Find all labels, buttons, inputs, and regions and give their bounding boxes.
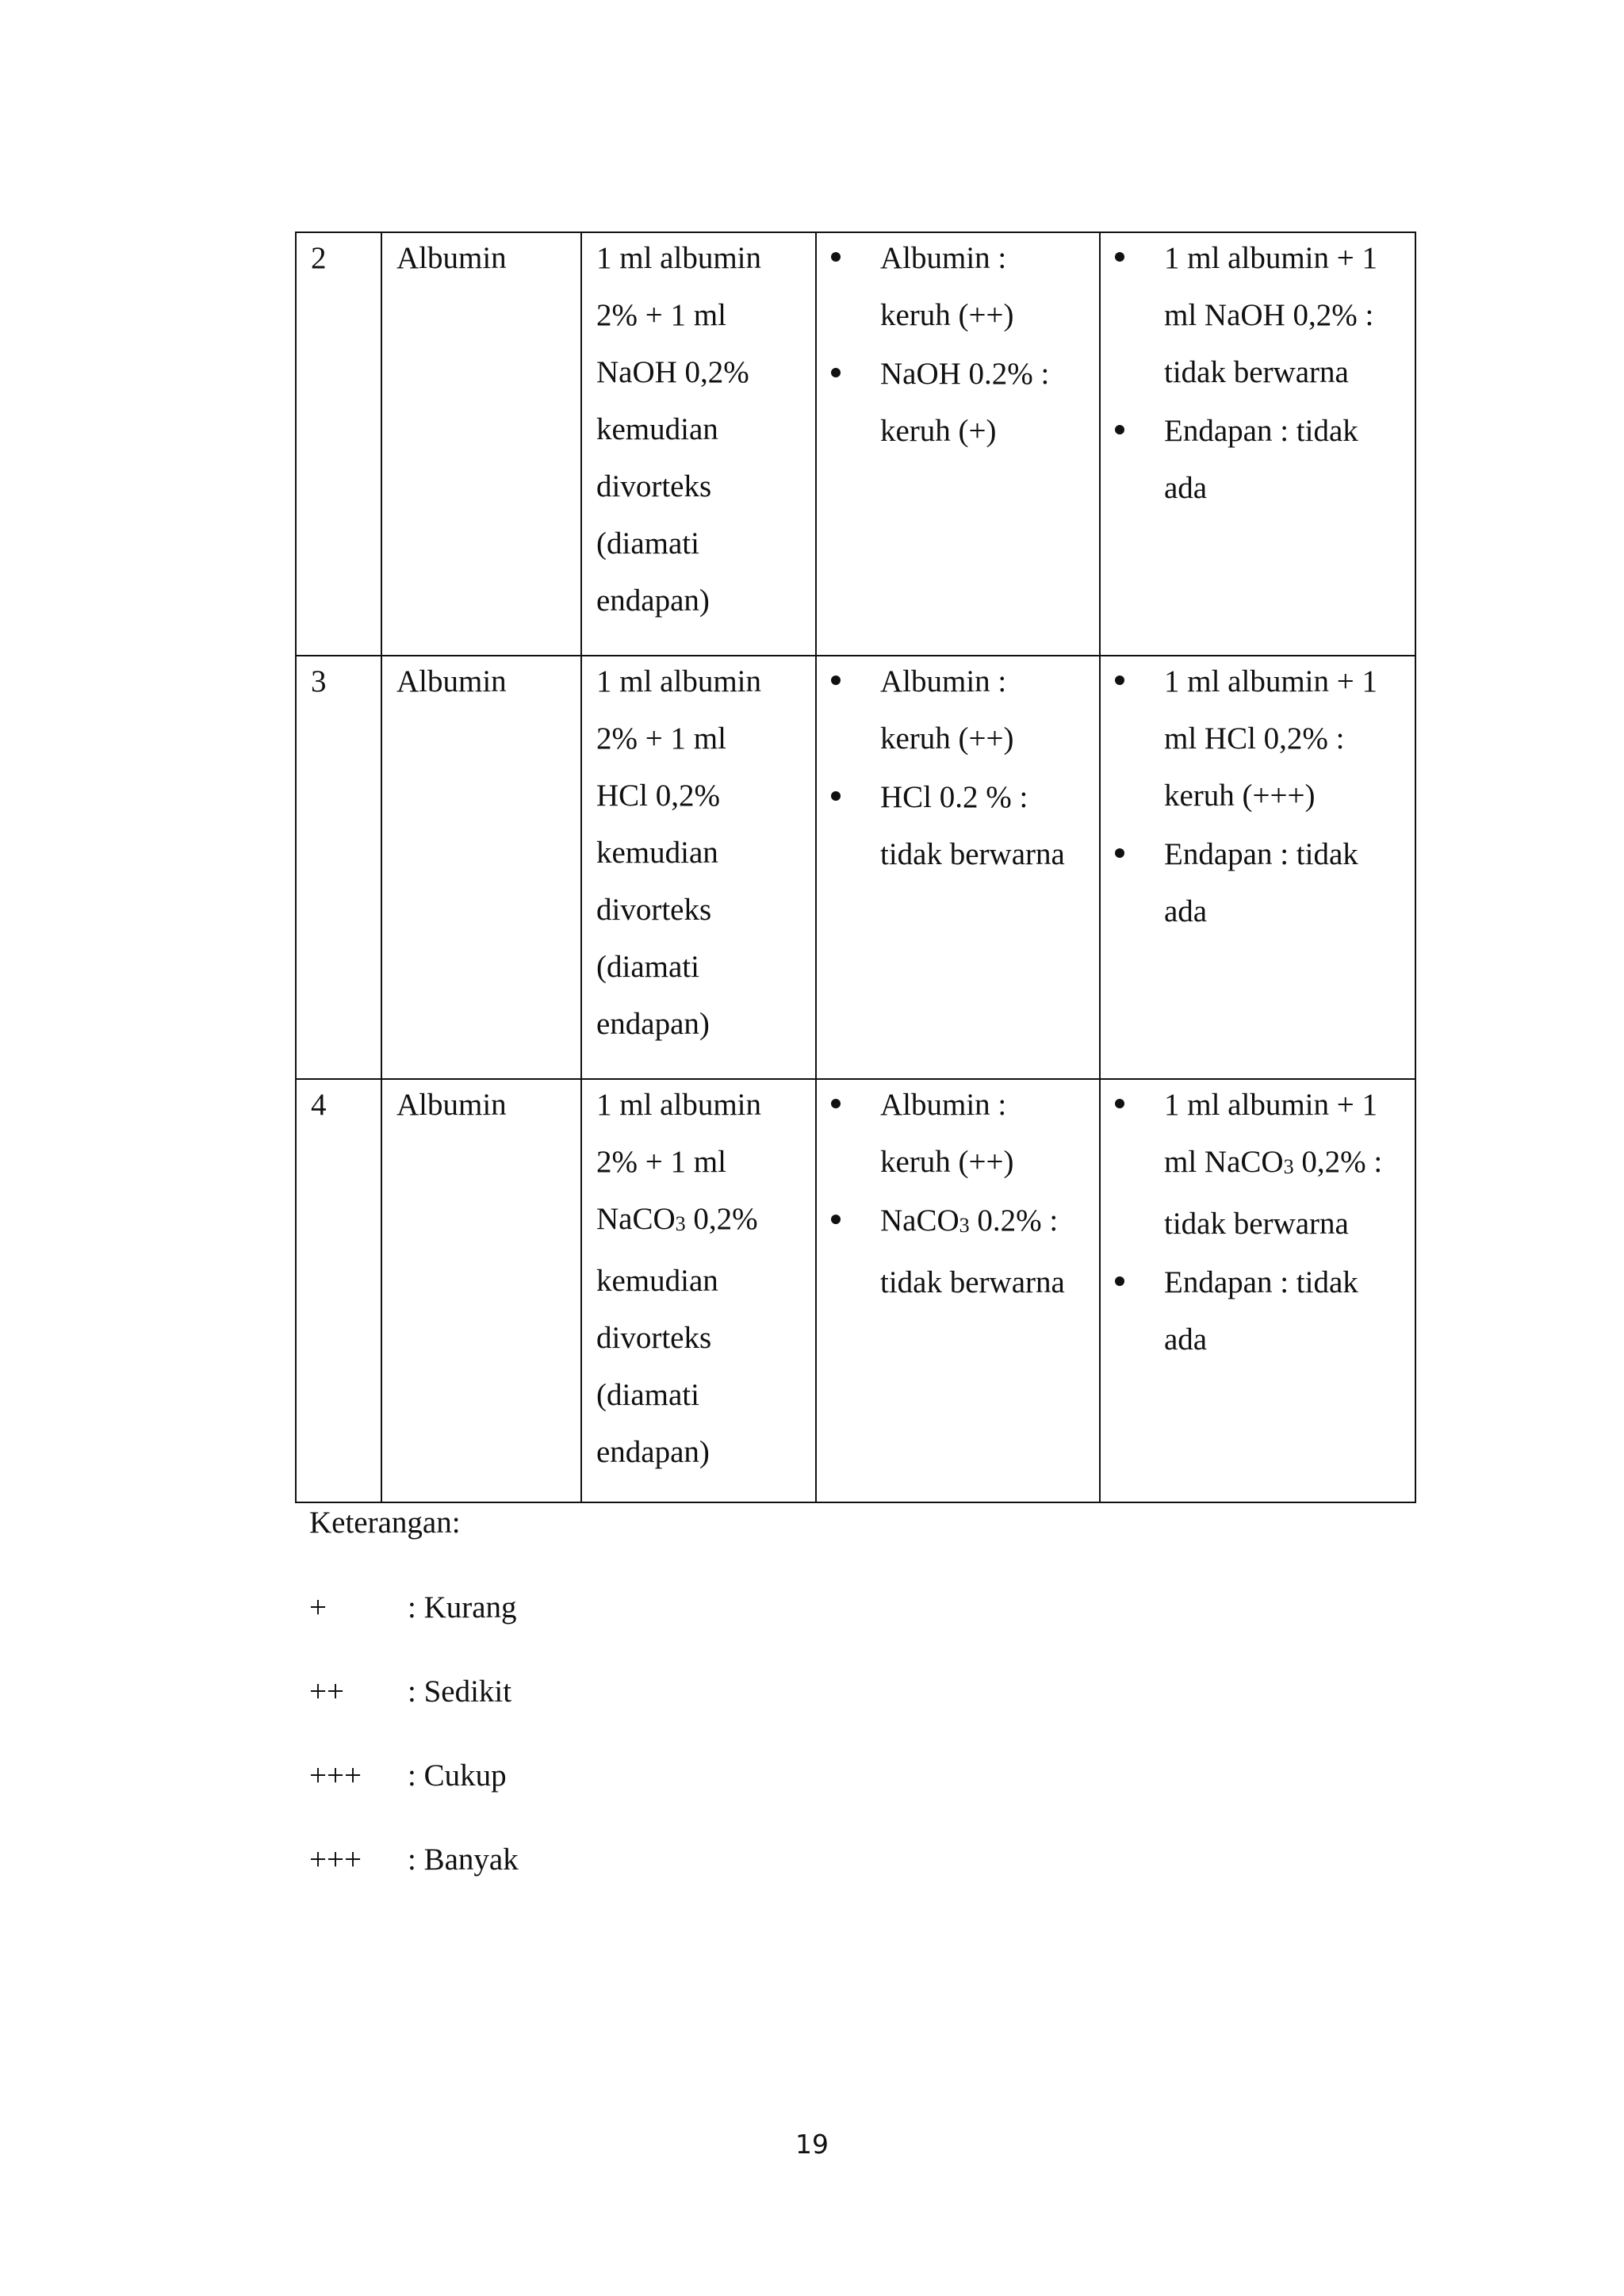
procedure-line: divorteks: [596, 1321, 712, 1355]
procedure-line: (diamati: [596, 950, 699, 984]
bullet-item: [817, 1077, 1099, 1191]
procedure-line: NaOH 0,2%: [596, 355, 749, 389]
before-bullet-list: [817, 230, 1099, 460]
bullet-icon: [1115, 252, 1124, 262]
bullet-line: tidak berwarna: [1164, 1207, 1349, 1241]
row-number: 2: [311, 241, 327, 275]
procedure-line: (diamati: [596, 1378, 699, 1412]
cell-procedure: [581, 1079, 816, 1502]
sample-name: Albumin: [396, 241, 507, 275]
legend-symbol: +: [309, 1590, 327, 1624]
bullet-item: [817, 653, 1099, 767]
bullet-line: ml NaCO$_3$ 0,2% :: [1164, 1145, 1383, 1179]
before-bullet-list: [817, 653, 1099, 883]
bullet-icon: [1115, 848, 1124, 858]
after-bullet-list: [1101, 1077, 1415, 1368]
bullet-item: [817, 346, 1099, 460]
procedure-line: kemudian: [596, 412, 718, 446]
row-number: 3: [311, 664, 327, 698]
bullet-line: HCl 0.2 % :: [880, 780, 1028, 814]
procedure-line: 1 ml albumin: [596, 664, 761, 698]
legend-title: Keterangan:: [309, 1506, 461, 1540]
bullet-line: 1 ml albumin + 1: [1164, 241, 1377, 275]
bullet-item: [1101, 826, 1415, 940]
procedure-line: (diamati: [596, 526, 699, 561]
bullet-item: [817, 769, 1099, 883]
legend-meaning: : Banyak: [408, 1843, 519, 1877]
bullet-icon: [1115, 675, 1124, 685]
cell-before: [816, 656, 1100, 1079]
bullet-line: Endapan : tidak: [1164, 1265, 1358, 1299]
cell-sample: [381, 1079, 581, 1502]
procedure-text: [582, 1077, 815, 1481]
bullet-line: Albumin :: [880, 664, 1007, 698]
cell-number: [296, 1079, 381, 1502]
bullet-line: keruh (++): [880, 1145, 1014, 1179]
bullet-icon: [1115, 425, 1124, 434]
bullet-line: Endapan : tidak: [1164, 837, 1358, 871]
procedure-text: [582, 653, 815, 1053]
bullet-line: Albumin :: [880, 1088, 1007, 1122]
bullet-item: [1101, 403, 1415, 517]
procedure-line: 2% + 1 ml: [596, 1145, 726, 1179]
legend-symbol: +++: [309, 1758, 362, 1793]
legend-symbol: +++: [309, 1843, 362, 1877]
bullet-line: ada: [1164, 1322, 1208, 1357]
bullet-line: 1 ml albumin + 1: [1164, 664, 1377, 698]
cell-procedure: [581, 656, 816, 1079]
procedure-line: endapan): [596, 1435, 710, 1469]
bullet-item: [1101, 1254, 1415, 1368]
sample-name: Albumin: [396, 1088, 507, 1122]
procedure-line: 2% + 1 ml: [596, 721, 726, 756]
bullet-line: Endapan : tidak: [1164, 414, 1358, 448]
cell-after: [1100, 656, 1415, 1079]
after-bullet-list: [1101, 653, 1415, 940]
bullet-icon: [831, 252, 841, 262]
procedure-line: divorteks: [596, 893, 712, 927]
procedure-line: 1 ml albumin: [596, 241, 761, 275]
bullet-line: ada: [1164, 471, 1208, 505]
bullet-item: [1101, 230, 1415, 401]
bullet-icon: [831, 1215, 841, 1224]
cell-number: [296, 656, 381, 1079]
bullet-line: keruh (+): [880, 414, 997, 448]
bullet-line: ada: [1164, 894, 1208, 928]
bullet-line: keruh (++): [880, 721, 1014, 756]
bullet-line: ml HCl 0,2% :: [1164, 721, 1345, 756]
bullet-line: keruh (++): [880, 298, 1014, 332]
bullet-item: [1101, 653, 1415, 825]
cell-before: [816, 232, 1100, 656]
procedure-line: NaCO$_3$ 0,2%: [596, 1202, 758, 1236]
bullet-line: tidak berwarna: [880, 837, 1065, 871]
bullet-line: 1 ml albumin + 1: [1164, 1088, 1377, 1122]
legend-meaning: : Sedikit: [408, 1674, 512, 1709]
cell-after: [1100, 232, 1415, 656]
legend-symbol: ++: [309, 1674, 344, 1709]
cell-after: [1100, 1079, 1415, 1502]
table-row: [296, 1079, 1415, 1502]
procedure-line: endapan): [596, 584, 710, 618]
procedure-line: kemudian: [596, 1264, 718, 1298]
results-table: [295, 232, 1416, 1503]
cell-number: [296, 232, 381, 656]
cell-sample: [381, 232, 581, 656]
bullet-line: keruh (+++): [1164, 779, 1316, 813]
bullet-line: tidak berwarna: [1164, 355, 1349, 389]
page-number: 19: [795, 2129, 829, 2160]
after-bullet-list: [1101, 230, 1415, 517]
results-table-body: [296, 232, 1415, 1502]
cell-before: [816, 1079, 1100, 1502]
row-number: 4: [311, 1088, 327, 1122]
bullet-icon: [1115, 1099, 1124, 1108]
bullet-item: [817, 1192, 1099, 1311]
legend-meaning: : Cukup: [408, 1758, 507, 1793]
bullet-icon: [831, 791, 841, 801]
bullet-item: [1101, 1077, 1415, 1253]
bullet-line: Albumin :: [880, 241, 1007, 275]
cell-procedure: [581, 232, 816, 656]
bullet-item: [817, 230, 1099, 344]
procedure-text: [582, 230, 815, 629]
bullet-line: tidak berwarna: [880, 1265, 1065, 1299]
procedure-line: HCl 0,2%: [596, 779, 720, 813]
procedure-line: divorteks: [596, 469, 712, 503]
bullet-line: NaOH 0.2% :: [880, 357, 1050, 391]
procedure-line: endapan): [596, 1007, 710, 1041]
legend-meaning: : Kurang: [408, 1590, 517, 1624]
bullet-icon: [831, 1099, 841, 1108]
sample-name: Albumin: [396, 664, 507, 698]
procedure-line: 1 ml albumin: [596, 1088, 761, 1122]
procedure-line: 2% + 1 ml: [596, 298, 726, 332]
procedure-line: kemudian: [596, 836, 718, 870]
bullet-icon: [831, 675, 841, 685]
table-row: [296, 232, 1415, 656]
cell-sample: [381, 656, 581, 1079]
bullet-line: ml NaOH 0,2% :: [1164, 298, 1374, 332]
bullet-line: NaCO$_3$ 0.2% :: [880, 1203, 1059, 1238]
table-row: [296, 656, 1415, 1079]
bullet-icon: [1115, 1276, 1124, 1286]
bullet-icon: [831, 368, 841, 377]
before-bullet-list: [817, 1077, 1099, 1311]
